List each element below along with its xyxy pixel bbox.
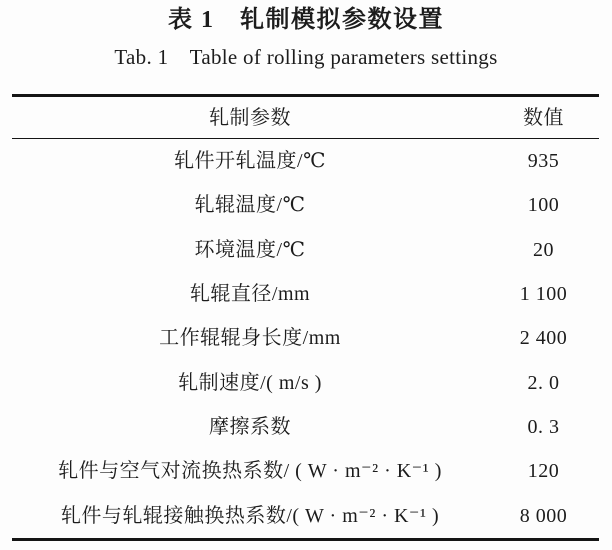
value-cell: 120 bbox=[527, 460, 560, 483]
table-row bbox=[12, 183, 599, 227]
header-value-column: 数值 bbox=[523, 106, 564, 129]
table-row bbox=[12, 139, 599, 183]
value-cell: 0. 3 bbox=[527, 415, 560, 438]
param-cell: 轧件开轧温度/℃ bbox=[174, 150, 326, 173]
table-row bbox=[12, 360, 599, 404]
value-cell: 935 bbox=[527, 150, 560, 173]
param-cell: 摩擦系数 bbox=[209, 415, 291, 438]
value-cell: 1 100 bbox=[519, 283, 568, 306]
param-cell: 轧辊直径/mm bbox=[189, 283, 311, 306]
table-row bbox=[12, 316, 599, 360]
param-cell: 工作辊辊身长度/mm bbox=[159, 327, 341, 350]
table-row bbox=[12, 272, 599, 316]
value-cell: 20 bbox=[533, 238, 554, 261]
header-param-column: 轧制参数 bbox=[209, 106, 291, 129]
table-header-row bbox=[12, 97, 599, 139]
value-cell: 2 400 bbox=[519, 327, 568, 350]
value-cell: 100 bbox=[527, 194, 560, 217]
table-row bbox=[12, 449, 599, 493]
parameters-table bbox=[12, 94, 599, 541]
table-row bbox=[12, 228, 599, 272]
param-cell: 环境温度/℃ bbox=[194, 238, 306, 261]
param-cell: 轧件与空气对流换热系数/ ( W · m⁻² · K⁻¹ ) bbox=[58, 460, 442, 483]
value-cell: 2. 0 bbox=[527, 371, 560, 394]
table-title-en: Tab. 1 Table of rolling parameters settings bbox=[114, 45, 498, 69]
table-title-zh: 表 1 轧制模拟参数设置 bbox=[168, 7, 444, 33]
value-cell: 8 000 bbox=[519, 504, 568, 527]
param-cell: 轧件与轧辊接触换热系数/( W · m⁻² · K⁻¹ ) bbox=[60, 504, 440, 527]
table-row bbox=[12, 405, 599, 449]
param-cell: 轧辊温度/℃ bbox=[194, 194, 306, 217]
table-row bbox=[12, 493, 599, 537]
param-cell: 轧制速度/( m/s ) bbox=[178, 371, 322, 394]
